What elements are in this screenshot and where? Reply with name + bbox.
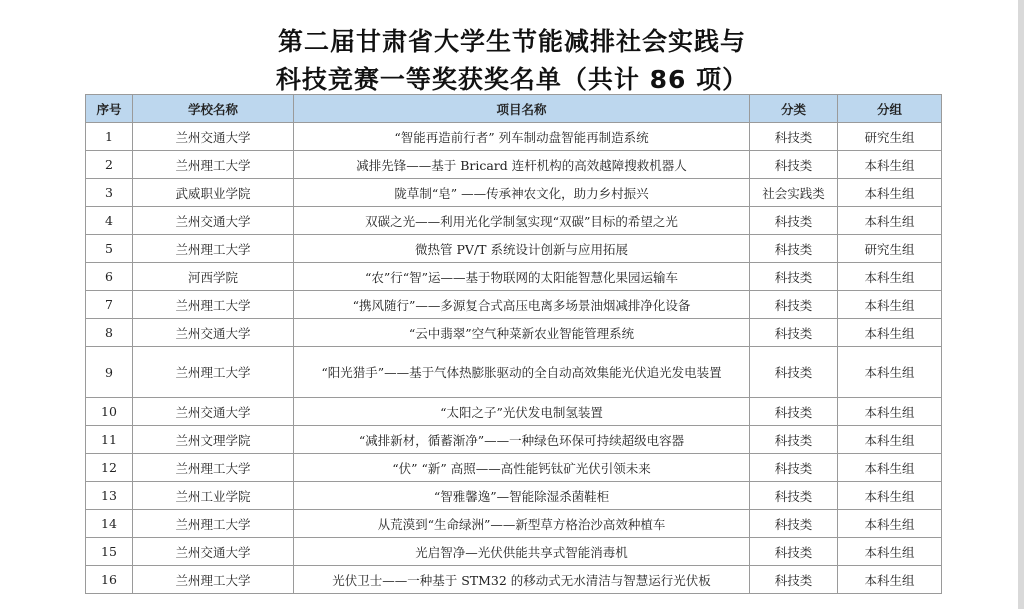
cell-category: 科技类 (750, 566, 838, 594)
cell-school: 兰州理工大学 (133, 454, 294, 482)
cell-category: 科技类 (750, 151, 838, 179)
cell-group: 本科生组 (838, 566, 942, 594)
table-row (86, 426, 942, 454)
page-title-line-1: 第二届甘肃省大学生节能减排社会实践与 (277, 27, 746, 56)
cell-group: 本科生组 (838, 482, 942, 510)
cell-index: 2 (86, 151, 133, 179)
table-row (86, 207, 942, 235)
cell-category: 科技类 (750, 347, 838, 398)
cell-index: 6 (86, 263, 133, 291)
cell-index: 4 (86, 207, 133, 235)
table-row (86, 454, 942, 482)
cell-school: 兰州理工大学 (133, 291, 294, 319)
table-row (86, 179, 942, 207)
cell-school: 兰州理工大学 (133, 347, 294, 398)
cell-category: 科技类 (750, 207, 838, 235)
cell-group: 本科生组 (838, 179, 942, 207)
cell-project: 双碳之光——利用光化学制氢实现“双碳”目标的希望之光 (294, 207, 750, 235)
cell-group: 本科生组 (838, 291, 942, 319)
table-row (86, 291, 942, 319)
cell-project: “云中翡翠”空气种菜新农业智能管理系统 (294, 319, 750, 347)
cell-school: 兰州交通大学 (133, 398, 294, 426)
cell-project: “太阳之子”光伏发电制氢装置 (294, 398, 750, 426)
header-index: 序号 (86, 95, 133, 123)
table-header-row (86, 95, 942, 123)
cell-index: 8 (86, 319, 133, 347)
cell-index: 5 (86, 235, 133, 263)
cell-school: 兰州交通大学 (133, 207, 294, 235)
cell-school: 兰州交通大学 (133, 319, 294, 347)
cell-group: 本科生组 (838, 510, 942, 538)
cell-category: 科技类 (750, 426, 838, 454)
cell-category: 科技类 (750, 538, 838, 566)
table-row (86, 319, 942, 347)
cell-project: 光伏卫士——一种基于 STM32 的移动式无水清洁与智慧运行光伏板 (294, 566, 750, 594)
table-row (86, 347, 942, 398)
cell-group: 研究生组 (838, 235, 942, 263)
table-row (86, 263, 942, 291)
cell-project: “阳光猎手”——基于气体热膨胀驱动的全自动高效集能光伏追光发电装置 (294, 347, 750, 398)
cell-index: 10 (86, 398, 133, 426)
cell-school: 兰州交通大学 (133, 123, 294, 151)
cell-project: 减排先锋——基于 Bricard 连杆机构的高效越障搜救机器人 (294, 151, 750, 179)
table-row (86, 398, 942, 426)
cell-index: 16 (86, 566, 133, 594)
cell-index: 9 (86, 347, 133, 398)
cell-project: “智雅馨逸”—智能除湿杀菌鞋柜 (294, 482, 750, 510)
header-project: 项目名称 (294, 95, 750, 123)
table-row (86, 538, 942, 566)
cell-group: 本科生组 (838, 347, 942, 398)
cell-category: 科技类 (750, 510, 838, 538)
table-row (86, 151, 942, 179)
cell-project: “减排新材，循蓄渐净”——一种绿色环保可持续超级电容器 (294, 426, 750, 454)
cell-index: 3 (86, 179, 133, 207)
cell-index: 13 (86, 482, 133, 510)
cell-school: 兰州理工大学 (133, 235, 294, 263)
cell-group: 本科生组 (838, 319, 942, 347)
cell-index: 14 (86, 510, 133, 538)
page-title-line-2: 科技竞赛一等奖获奖名单（共计 86 项） (275, 65, 749, 94)
cell-group: 本科生组 (838, 263, 942, 291)
cell-school: 兰州理工大学 (133, 151, 294, 179)
cell-group: 本科生组 (838, 538, 942, 566)
cell-project: 从荒漠到“生命绿洲”——新型草方格治沙高效种植车 (294, 510, 750, 538)
cell-school: 兰州交通大学 (133, 538, 294, 566)
cell-category: 科技类 (750, 291, 838, 319)
cell-school: 兰州文理学院 (133, 426, 294, 454)
cell-category: 科技类 (750, 454, 838, 482)
table-row (86, 123, 942, 151)
cell-group: 本科生组 (838, 398, 942, 426)
header-category: 分类 (750, 95, 838, 123)
cell-project: “携风随行”——多源复合式高压电离多场景油烟减排净化设备 (294, 291, 750, 319)
cell-group: 本科生组 (838, 151, 942, 179)
cell-school: 武威职业学院 (133, 179, 294, 207)
header-group: 分组 (838, 95, 942, 123)
table-row (86, 510, 942, 538)
cell-project: 陇草制“皂” ——传承神农文化，助力乡村振兴 (294, 179, 750, 207)
cell-index: 11 (86, 426, 133, 454)
award-table (85, 94, 942, 594)
cell-index: 7 (86, 291, 133, 319)
cell-category: 科技类 (750, 263, 838, 291)
cell-project: “伏” “新” 高照——高性能钙钛矿光伏引领未来 (294, 454, 750, 482)
cell-index: 15 (86, 538, 133, 566)
cell-category: 科技类 (750, 319, 838, 347)
cell-project: 光启智净—光伏供能共享式智能消毒机 (294, 538, 750, 566)
cell-project: “农”行“智”运——基于物联网的太阳能智慧化果园运输车 (294, 263, 750, 291)
cell-category: 科技类 (750, 235, 838, 263)
cell-category: 科技类 (750, 123, 838, 151)
header-school: 学校名称 (133, 95, 294, 123)
cell-category: 科技类 (750, 398, 838, 426)
cell-category: 科技类 (750, 482, 838, 510)
table-row (86, 235, 942, 263)
cell-group: 本科生组 (838, 454, 942, 482)
cell-index: 12 (86, 454, 133, 482)
cell-group: 研究生组 (838, 123, 942, 151)
table-row (86, 482, 942, 510)
cell-group: 本科生组 (838, 426, 942, 454)
table-row (86, 566, 942, 594)
cell-project: 微热管 PV/T 系统设计创新与应用拓展 (294, 235, 750, 263)
cell-index: 1 (86, 123, 133, 151)
cell-school: 兰州理工大学 (133, 566, 294, 594)
cell-project: “智能再造前行者” 列车制动盘智能再制造系统 (294, 123, 750, 151)
cell-category: 社会实践类 (750, 179, 838, 207)
cell-school: 兰州理工大学 (133, 510, 294, 538)
cell-school: 兰州工业学院 (133, 482, 294, 510)
cell-group: 本科生组 (838, 207, 942, 235)
cell-school: 河西学院 (133, 263, 294, 291)
